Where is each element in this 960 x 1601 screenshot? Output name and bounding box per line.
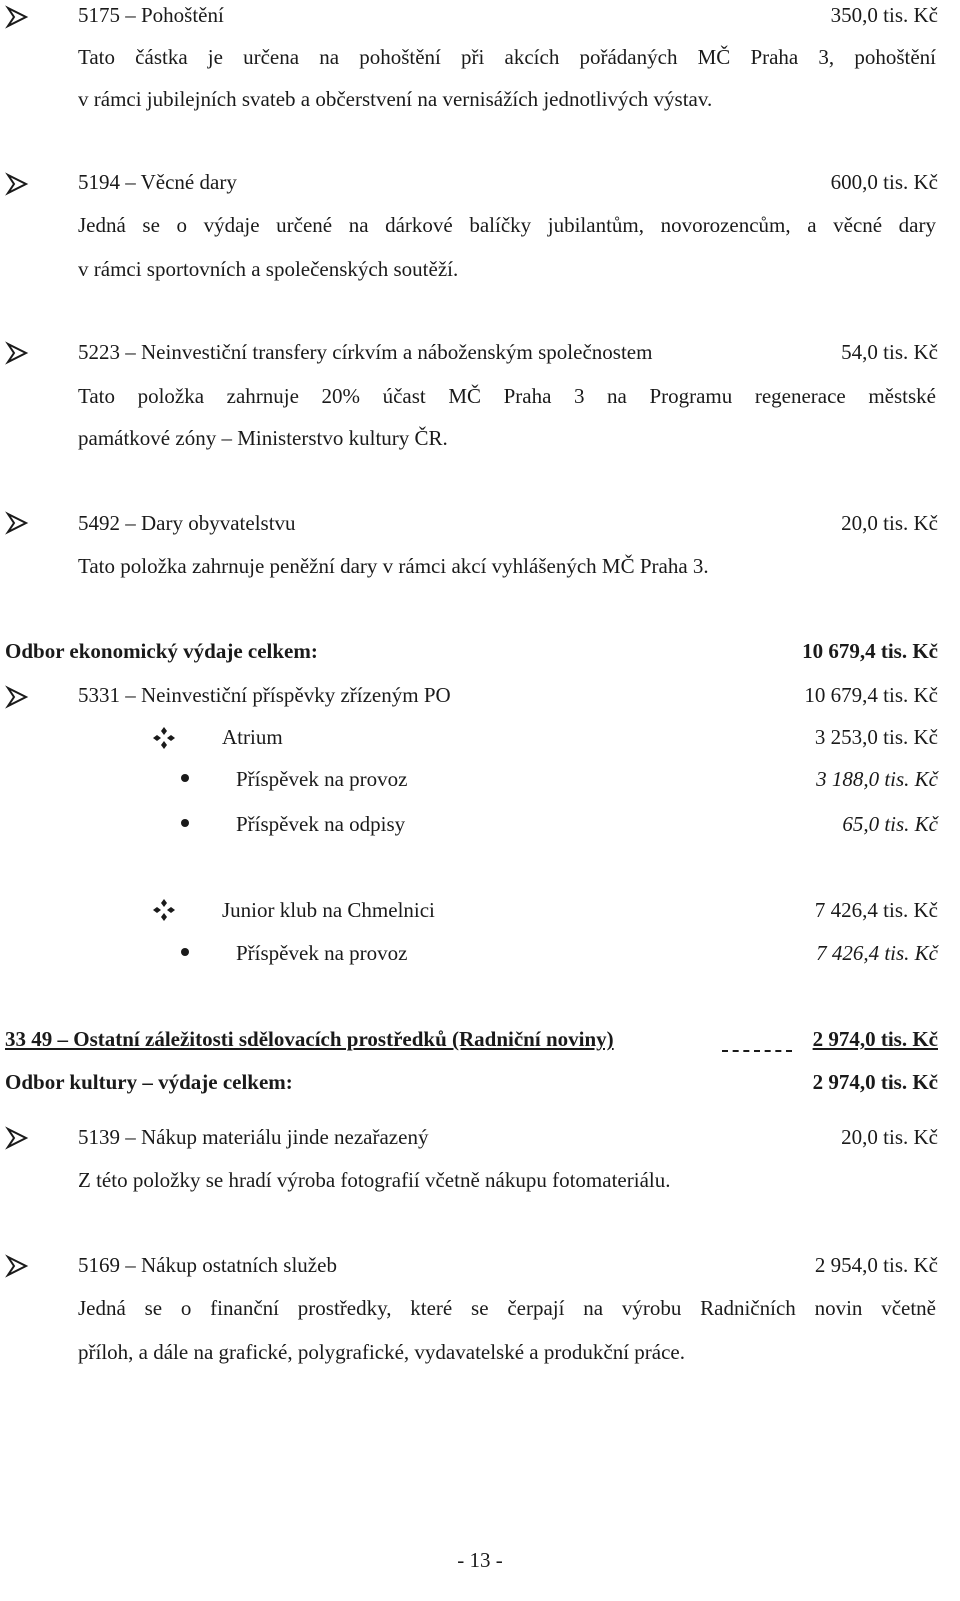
dot-bullet-icon (181, 774, 189, 782)
culture-heading-amount: 2 974,0 tis. Kč (812, 1070, 938, 1094)
item-label: 5175 – Pohoštění (78, 3, 224, 27)
item-label: 5194 – Věcné dary (78, 170, 237, 194)
arrow-bullet-icon (5, 341, 29, 365)
item-amount: 350,0 tis. Kč (830, 3, 938, 27)
sub-amount: 3 188,0 tis. Kč (816, 767, 938, 791)
item-description: v rámci jubilejních svateb a občerstvení na vernisážích jednotlivých výstav. (78, 87, 713, 111)
sub-amount: 65,0 tis. Kč (842, 812, 938, 836)
org-amount: 3 253,0 tis. Kč (814, 725, 938, 749)
org-name: Junior klub na Chmelnici (222, 898, 435, 922)
item-amount: 54,0 tis. Kč (841, 340, 938, 364)
culture-heading: Odbor kultury – výdaje celkem: (5, 1070, 293, 1094)
arrow-bullet-icon (5, 685, 29, 709)
org-amount: 7 426,4 tis. Kč (814, 898, 938, 922)
dot-bullet-icon (181, 948, 189, 956)
item-label: 5169 – Nákup ostatních služeb (78, 1253, 337, 1277)
item-label: 5223 – Neinvestiční transfery církvím a náboženským společnostem (78, 340, 653, 364)
arrow-bullet-icon (5, 1126, 29, 1150)
item-description: Tato položka zahrnuje peněžní dary v rámci akcí vyhlášených MČ Praha 3. (78, 554, 709, 578)
econ-heading: Odbor ekonomický výdaje celkem: (5, 639, 318, 663)
item-amount: 20,0 tis. Kč (841, 1125, 938, 1149)
item-description: Jedná se o výdaje určené na dárkové balíčky jubilantům, novorozencům, a věcné dary (78, 213, 936, 237)
sub-label: Příspěvek na odpisy (236, 812, 406, 836)
item-description: Tato částka je určena na pohoštění při akcích pořádaných MČ Praha 3, pohoštění (78, 45, 936, 69)
sub-amount: 7 426,4 tis. Kč (816, 941, 938, 965)
item-label: 5492 – Dary obyvatelstvu (78, 511, 296, 535)
dotted-leader (722, 1050, 792, 1052)
section-title: 33 49 – Ostatní záležitosti sdělovacích prostředků (Radniční noviny) (5, 1027, 614, 1051)
arrow-bullet-icon (5, 5, 29, 29)
item-description: v rámci sportovních a společenských soutěží. (78, 257, 459, 281)
item-amount: 20,0 tis. Kč (841, 511, 938, 535)
section-amount: 2 974,0 tis. Kč (812, 1027, 938, 1051)
sub-label: Příspěvek na provoz (236, 941, 408, 965)
item-description: Tato položka zahrnuje 20% účast MČ Praha 3 na Programu regenerace městské (78, 384, 936, 408)
arrow-bullet-icon (5, 172, 29, 196)
arrow-bullet-icon (5, 511, 29, 535)
diamond-bullet-icon (152, 898, 176, 922)
sub-label: Příspěvek na provoz (236, 767, 408, 791)
item-description: příloh, a dále na grafické, polygrafické, vydavatelské a produkční práce. (78, 1340, 685, 1364)
item-description: Z této položky se hradí výroba fotografií včetně nákupu fotomateriálu. (78, 1168, 671, 1192)
item-label: 5139 – Nákup materiálu jinde nezařazený (78, 1125, 429, 1149)
dot-bullet-icon (181, 819, 189, 827)
item-description: Jedná se o finanční prostředky, které se čerpají na výrobu Radničních novin včetně (78, 1296, 936, 1320)
econ-item-label: 5331 – Neinvestiční příspěvky zřízeným PO (78, 683, 451, 707)
econ-item-amount: 10 679,4 tis. Kč (804, 683, 938, 707)
page-number: - 13 - (457, 1548, 503, 1572)
item-description: památkové zóny – Ministerstvo kultury ČR. (78, 426, 448, 450)
econ-heading-amount: 10 679,4 tis. Kč (802, 639, 938, 663)
diamond-bullet-icon (152, 726, 176, 750)
item-amount: 600,0 tis. Kč (830, 170, 938, 194)
arrow-bullet-icon (5, 1254, 29, 1278)
org-name: Atrium (222, 725, 283, 749)
item-amount: 2 954,0 tis. Kč (814, 1253, 938, 1277)
